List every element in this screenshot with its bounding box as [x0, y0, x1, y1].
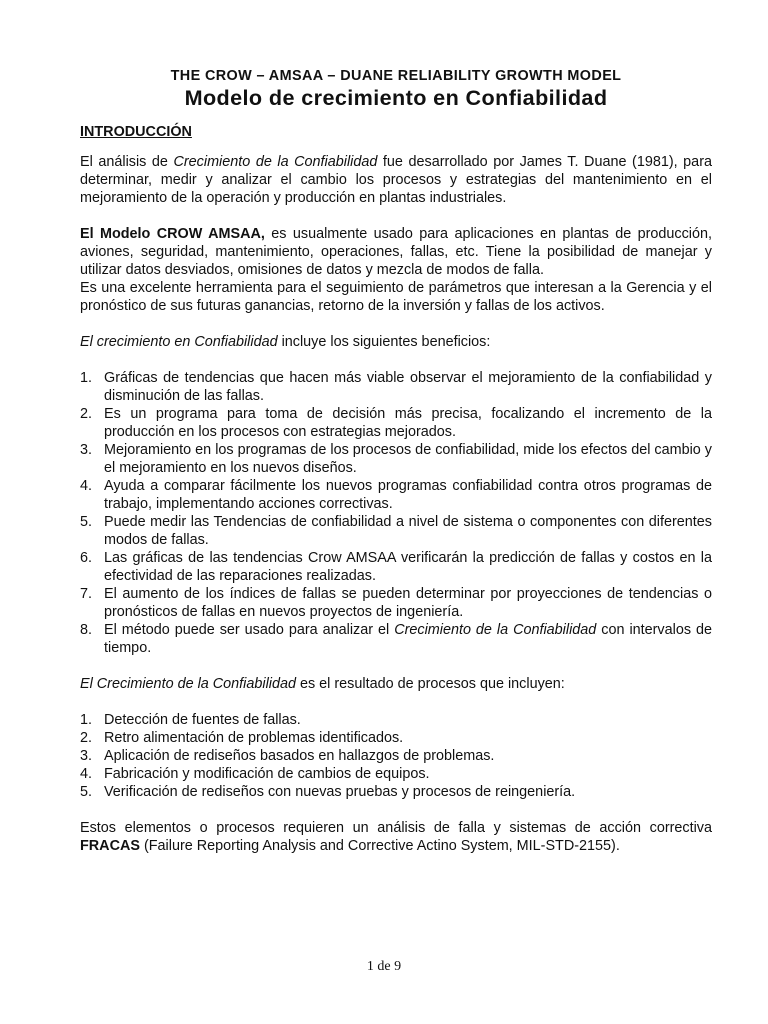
closing-paragraph: [80, 819, 712, 855]
list-item-text: Fabricación y modificación de cambios de equipos.: [104, 766, 430, 782]
list-number: 2.: [80, 730, 93, 746]
list-number: 6.: [80, 550, 93, 566]
closing-text-a: Estos elementos o procesos requieren un análisis de falla y sistemas de acción correctiva: [80, 820, 712, 836]
list-number: 3.: [80, 748, 93, 764]
growth-intro-text: es el resultado de procesos que incluyen:: [295, 676, 565, 692]
growth-intro-emphasis: El Crecimiento de la Confiabilidad: [80, 676, 296, 692]
intro-p4-text: incluye los siguientes beneficios:: [277, 334, 491, 350]
page-number: 1 de 9: [366, 959, 402, 974]
list-item: [80, 783, 712, 801]
list-number: 1.: [80, 712, 93, 728]
list-item: [80, 747, 712, 765]
list-number: 2.: [80, 406, 93, 422]
list-number: 4.: [80, 766, 93, 782]
list-item: [80, 477, 712, 513]
list-number: 7.: [80, 586, 93, 602]
list-item: [80, 585, 712, 621]
intro-paragraph-4: [80, 333, 712, 351]
list-item: [80, 549, 712, 585]
list-number: 4.: [80, 478, 93, 494]
intro-p2-bold: El Modelo CROW AMSAA,: [80, 226, 265, 242]
intro-paragraph-2: [80, 225, 712, 279]
list-number: 3.: [80, 442, 93, 458]
intro-paragraph-1: [80, 153, 712, 207]
list-item-text: Mejoramiento en los programas de los procesos de confiabilidad, mide los efectos del cambio y el mejoramiento en los nuevos diseños.: [104, 442, 712, 476]
intro-paragraph-3: Es una excelente herramienta para el seguimiento de parámetros que interesan a la Gerencia y el pronóstico de sus futuras ganancias, retorno de la inversión y fallas de los activos.: [80, 280, 712, 314]
closing-bold: FRACAS: [80, 838, 140, 854]
document-page: [80, 66, 712, 873]
list-item-text: El método puede ser usado para analizar el: [104, 622, 395, 638]
list-item: [80, 405, 712, 441]
list-item-text: Detección de fuentes de fallas.: [104, 712, 301, 728]
list-item: [80, 513, 712, 549]
list-item-text: Aplicación de rediseños basados en hallazgos de problemas.: [104, 748, 495, 764]
document-subtitle: Modelo de crecimiento en Confiabilidad: [184, 85, 608, 110]
benefits-list: [80, 369, 712, 657]
list-number: 5.: [80, 784, 93, 800]
list-item: [80, 621, 712, 657]
list-item-text: Ayuda a comparar fácilmente los nuevos programas confiabilidad contra otros programas de trabajo, implementando acciones correctivas.: [104, 478, 712, 512]
list-number: 1.: [80, 370, 93, 386]
list-item: [80, 711, 712, 729]
growth-intro-paragraph: [80, 675, 712, 693]
section-heading: INTRODUCCIÓN: [80, 124, 192, 140]
list-item-text: El aumento de los índices de fallas se pueden determinar por proyecciones de tendencias o pronósticos de fallas en nuevos proyectos de ingeniería.: [104, 586, 712, 620]
closing-text-b: (Failure Reporting Analysis and Corrective Actino System, MIL-STD-2155).: [139, 838, 620, 854]
list-item-text: Gráficas de tendencias que hacen más viable observar el mejoramiento de la confiabilidad y disminución de las fallas.: [104, 370, 712, 404]
list-item-emphasis: Crecimiento de la Confiabilidad: [394, 622, 597, 638]
intro-p1-text-b: fue desarrollado por James T. Duane (1981), para determinar, medir y analizar el cambio los procesos y estrategias del mantenimiento en el mejoramiento de la operación y producción en plantas industriales.: [80, 154, 712, 206]
list-item-text: Las gráficas de las tendencias Crow AMSAA verificarán la predicción de fallas y costos en la efectividad de las reparaciones realizadas.: [104, 550, 712, 584]
list-number: 5.: [80, 514, 93, 530]
document-title: THE CROW – AMSAA – DUANE RELIABILITY GROWTH MODEL: [170, 68, 622, 84]
list-item-text: Verificación de rediseños con nuevas pruebas y procesos de reingeniería.: [104, 784, 576, 800]
intro-p4-emphasis: El crecimiento en Confiabilidad: [80, 334, 278, 350]
list-item-text: Retro alimentación de problemas identificados.: [104, 730, 404, 746]
list-item: [80, 729, 712, 747]
list-number: 8.: [80, 622, 93, 638]
list-item-text: Puede medir las Tendencias de confiabilidad a nivel de sistema o componentes con diferentes modos de fallas.: [104, 514, 712, 548]
intro-p1-text-a: El análisis de: [80, 154, 174, 170]
list-item-text: con intervalos de tiempo.: [104, 622, 713, 656]
list-item: [80, 369, 712, 405]
intro-p1-emphasis: Crecimiento de la Confiabilidad: [173, 154, 378, 170]
intro-p2-text: es usualmente usado para aplicaciones en plantas de producción, aviones, seguridad, mantenimiento, operaciones, fallas, etc. Tiene la posibilidad de manejar y utilizar datos desviados, omisiones de datos y mezcla de modos de falla.: [80, 226, 712, 278]
processes-list: [80, 711, 712, 801]
list-item-text: Es un programa para toma de decisión más precisa, focalizando el incremento de la producción en los procesos con estrategias mejorados.: [104, 406, 712, 440]
list-item: [80, 765, 712, 783]
list-item: [80, 441, 712, 477]
